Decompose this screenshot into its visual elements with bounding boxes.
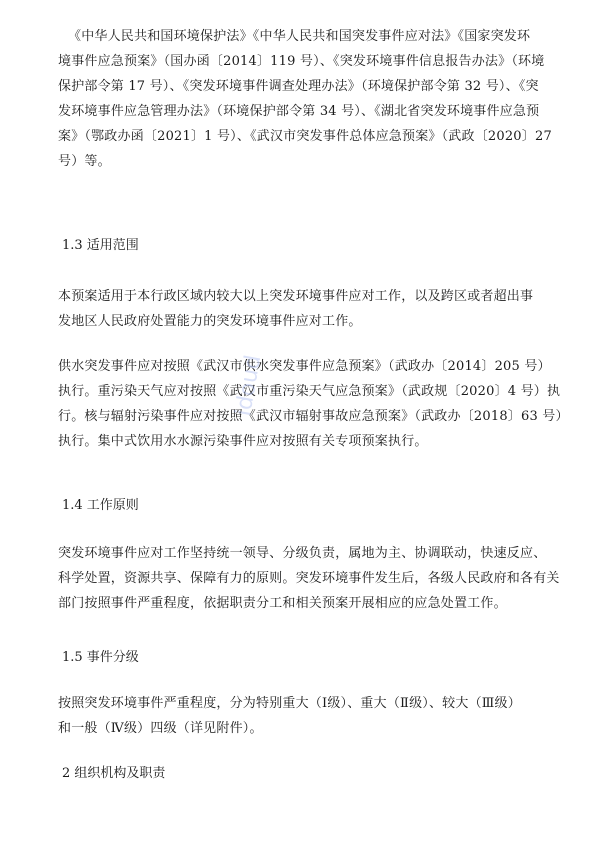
text-line: 发环境事件应急管理办法》（环境保护部令第 34 号）、《湖北省突发环境事件应急预 [58,104,540,119]
text-line: 执行。集中式饮用水水源污染事件应对按照有关专项预案执行。 [58,434,428,449]
watermark: idoud [231,353,267,418]
text-line: 和一般（Ⅳ级）四级（详见附件）。 [58,721,263,736]
section-heading-1-5: 1.5 事件分级 [62,650,139,665]
paragraph-principles [58,541,558,616]
text-line: 行。核与辐射污染事件应对按照《武汉市辐射事故应急预案》（武政办〔2018〕63 号） [58,409,569,424]
text-line: 突发环境事件应对工作坚持统一领导、分级负责，属地为主、协调联动，快速反应、 [58,546,547,561]
text-line: 科学处置，资源共享、保障有力的原则。突发环境事件发生后，各级人民政府和各有关 [58,571,560,586]
text-line: 执行。重污染天气应对按照《武汉市重污染天气应急预案》（武政规〔2020〕4 号）执 [58,384,561,399]
text-line: 保护部令第 17 号）、《突发环境事件调查处理办法》（环境保护部令第 32 号）、《突 [58,79,539,94]
text-line: 按照突发环境事件严重程度，分为特别重大（Ⅰ级）、重大（Ⅱ级）、较大（Ⅲ级） [58,696,521,711]
section-heading-1-3: 1.3 适用范围 [62,238,139,253]
paragraph-legal-basis [58,24,558,174]
text-line: 发地区人民政府处置能力的突发环境事件应对工作。 [58,314,362,329]
text-line: 本预案适用于本行政区域内较大以上突发环境事件应对工作，以及跨区或者超出事 [58,289,534,304]
text-line: 供水突发事件应对按照《武汉市供水突发事件应急预案》（武政办〔2014〕205 号） [58,359,551,374]
text-line: 境事件应急预案》（国办函〔2014〕119 号）、《突发环境事件信息报告办法》（环境 [58,54,545,69]
text-line: 部门按照事件严重程度，依据职责分工和相关预案开展相应的应急处置工作。 [58,596,507,611]
paragraph-scope [58,284,558,334]
paragraph-scope-details [58,354,569,454]
paragraph-classification [58,691,558,741]
text-line: 案》（鄂政办函〔2021〕1 号）、《武汉市突发事件总体应急预案》（武政〔2020〕27 [58,129,552,144]
section-heading-2: 2 组织机构及职责 [62,766,166,781]
section-heading-1-4: 1.4 工作原则 [62,498,139,513]
text-line: 号）等。 [58,154,111,169]
text-line: 《中华人民共和国环境保护法》《中华人民共和国突发事件应对法》《国家突发环 [68,29,531,44]
